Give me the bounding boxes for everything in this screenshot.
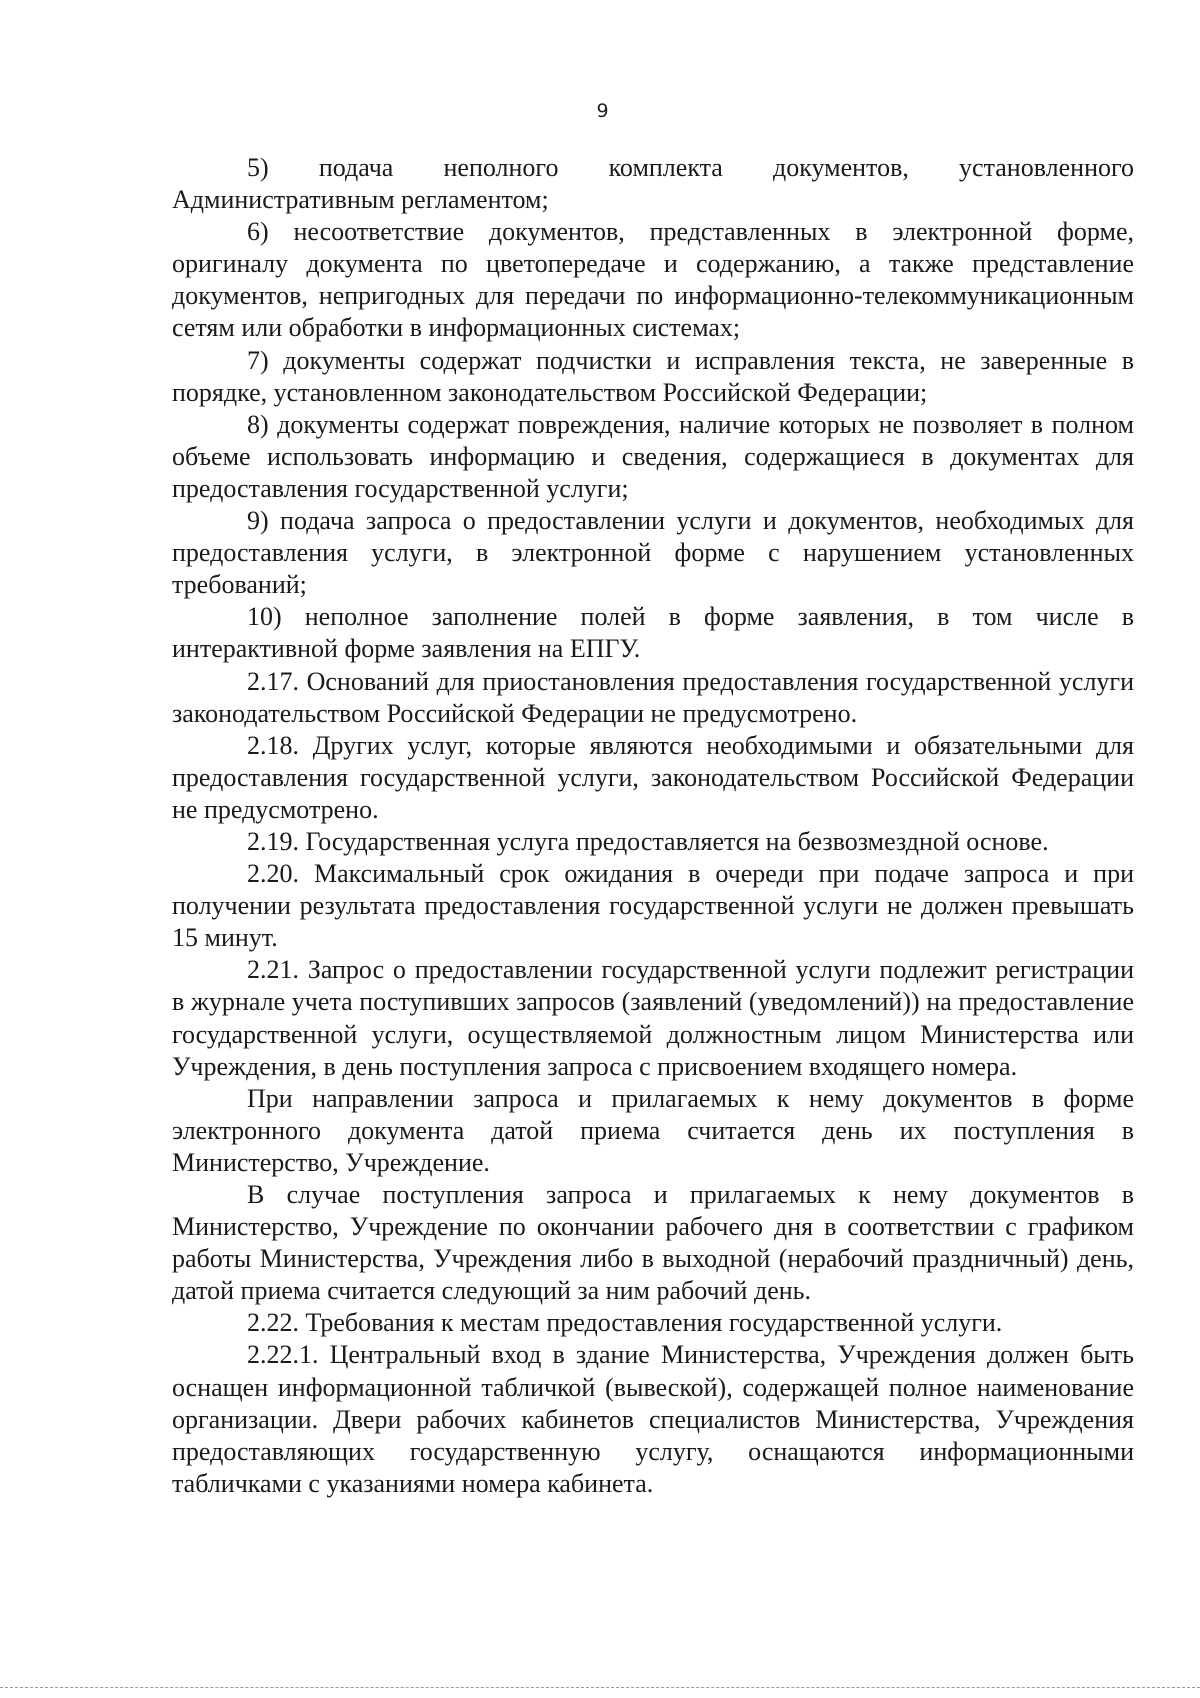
paragraph-item-5: 5) подача неполного комплекта документов, установленного Административным регламентом; (172, 153, 1134, 215)
paragraph-2-18: 2.18. Других услуг, которые являются необходимыми и обязательными для предоставления государственной услуги, законодательством Российской Федерации не предусмотрено. (172, 730, 1134, 824)
paragraph-2-19: 2.19. Государственная услуга предоставляется на безвозмездной основе. (247, 826, 1049, 856)
paragraph-after-hours-submission: В случае поступления запроса и прилагаемых к нему документов в Министерство, Учреждение по окончании рабочего дня в соответствии с графиком работы Министерства, Учреждения либо в выходной (нерабочий праздничный) день, датой приема считается следующий за ним рабочий день. (172, 1180, 1134, 1306)
paragraph-2-21: 2.21. Запрос о предоставлении государственной услуги подлежит регистрации в журнале учета поступивших запросов (заявлений (уведомлений)) на предоставление государственной услуги, осуществляемой должностным лицом Министерства или Учреждения, в день поступления запроса с присвоением входящего номера. (172, 955, 1134, 1081)
paragraph-2-20: 2.20. Максимальный срок ожидания в очереди при подаче запроса и при получении результата предоставления государственной услуги не должен превышать 15 минут. (172, 859, 1134, 953)
paragraph-item-9: 9) подача запроса о предоставлении услуги и документов, необходимых для предоставления услуги, в электронной форме с нарушением установленных требований; (172, 506, 1134, 600)
page-number: 9 (596, 100, 609, 122)
paragraph-item-7: 7) документы содержат подчистки и исправления текста, не заверенные в порядке, установленном законодательством Российской Федерации; (172, 345, 1134, 407)
paragraph-2-17: 2.17. Оснований для приостановления предоставления государственной услуги законодательством Российской Федерации не предусмотрено. (172, 666, 1134, 728)
scan-edge-line (0, 1687, 1200, 1688)
paragraph-electronic-submission: При направлении запроса и прилагаемых к нему документов в форме электронного документа датой приема считается день их поступления в Министерство, Учреждение. (172, 1083, 1134, 1177)
paragraph-item-8: 8) документы содержат повреждения, наличие которых не позволяет в полном объеме использовать информацию и сведения, содержащиеся в документах для предоставления государственной услуги; (172, 409, 1134, 503)
paragraph-item-6: 6) несоответствие документов, представленных в электронной форме, оригиналу документа по цветопередаче и содержанию, а также представление документов, непригодных для передачи по информационно-телекоммуникационным сетям или обработки в информационных системах; (172, 217, 1134, 343)
document-body (172, 152, 1134, 1500)
paragraph-2-22: 2.22. Требования к местам предоставления государственной услуги. (247, 1308, 1003, 1338)
paragraph-2-22-1: 2.22.1. Центральный вход в здание Министерства, Учреждения должен быть оснащен информационной табличкой (вывеской), содержащей полное наименование организации. Двери рабочих кабинетов специалистов Министерства, Учреждения предоставляющих государственную услугу, оснащаются информационными табличками с указаниями номера кабинета. (172, 1340, 1134, 1498)
paragraph-item-10: 10) неполное заполнение полей в форме заявления, в том числе в интерактивной форме заявления на ЕПГУ. (172, 602, 1134, 664)
